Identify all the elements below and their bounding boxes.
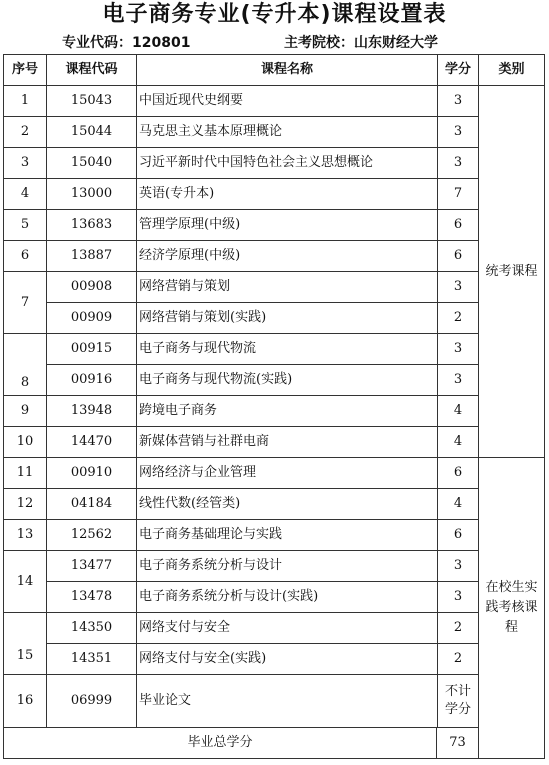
- seq-cell: 9: [4, 396, 47, 427]
- name-cell: 习近平新时代中国特色社会主义思想概论: [137, 148, 438, 179]
- code-cell: 14470: [47, 427, 137, 458]
- credit-cell: 3: [438, 582, 479, 613]
- seq-cell: 2: [4, 117, 47, 148]
- code-cell: 00908: [47, 272, 137, 303]
- header-credit: 学分: [438, 55, 479, 86]
- name-cell: 网络营销与策划: [137, 272, 438, 303]
- credit-cell: 3: [438, 86, 479, 117]
- credit-cell: 6: [438, 520, 479, 551]
- code-cell: 15044: [47, 117, 137, 148]
- table-row: [4, 86, 545, 117]
- code-cell: 00915: [47, 334, 137, 365]
- name-cell: 电子商务系统分析与设计(实践): [137, 582, 438, 613]
- code-cell: 14351: [47, 644, 137, 675]
- total-row: [4, 728, 545, 759]
- credit-cell: 3: [438, 334, 479, 365]
- table-row: [4, 551, 545, 582]
- table-row: [4, 272, 545, 303]
- code-cell: 12562: [47, 520, 137, 551]
- name-cell: 中国近现代史纲要: [137, 86, 438, 117]
- credit-cell: 3: [438, 272, 479, 303]
- seq-cell: 8: [4, 334, 47, 396]
- name-cell: 经济学原理(中级): [137, 241, 438, 272]
- name-cell: 网络支付与安全(实践): [137, 644, 438, 675]
- credit-cell: 3: [438, 551, 479, 582]
- seq-cell: 7: [4, 272, 47, 334]
- name-cell: 网络经济与企业管理: [137, 458, 438, 489]
- name-cell: 电子商务基础理论与实践: [137, 520, 438, 551]
- header-seq: 序号: [4, 55, 47, 86]
- credit-cell: 6: [438, 210, 479, 241]
- code-cell: 15043: [47, 86, 137, 117]
- table-row: [4, 582, 545, 613]
- credit-cell: 6: [438, 458, 479, 489]
- table-row: [4, 334, 545, 365]
- code-cell: 15040: [47, 148, 137, 179]
- table-row: [4, 210, 545, 241]
- seq-cell: 10: [4, 427, 47, 458]
- name-cell: 管理学原理(中级): [137, 210, 438, 241]
- table-row: [4, 241, 545, 272]
- credit-cell: 2: [438, 613, 479, 644]
- name-cell: 线性代数(经管类): [137, 489, 438, 520]
- name-cell: 电子商务与现代物流(实践): [137, 365, 438, 396]
- code-cell: 14350: [47, 613, 137, 644]
- course-table: [3, 54, 545, 759]
- header-name: 课程名称: [137, 55, 438, 86]
- credit-cell: 3: [438, 148, 479, 179]
- subtitle-line: [0, 33, 549, 53]
- name-cell: 电子商务系统分析与设计: [137, 551, 438, 582]
- name-cell: 跨境电子商务: [137, 396, 438, 427]
- code-cell: 13683: [47, 210, 137, 241]
- seq-cell: 14: [4, 551, 47, 613]
- table-header-row: [4, 55, 545, 86]
- table-row: [4, 613, 545, 644]
- page-title: 电子商务专业(专升本)课程设置表: [102, 2, 447, 27]
- table-row: [4, 117, 545, 148]
- credit-cell: 7: [438, 179, 479, 210]
- seq-cell: 15: [4, 613, 47, 675]
- name-cell: 电子商务与现代物流: [137, 334, 438, 365]
- credit-cell: 4: [438, 489, 479, 520]
- table-row: [4, 675, 545, 728]
- name-cell: 新媒体营销与社群电商: [137, 427, 438, 458]
- name-cell: 毕业论文: [137, 675, 438, 728]
- seq-cell: 13: [4, 520, 47, 551]
- code-cell: 00916: [47, 365, 137, 396]
- seq-cell: 12: [4, 489, 47, 520]
- exam-school: 主考院校：山东财经大学: [284, 35, 438, 51]
- code-cell: 13948: [47, 396, 137, 427]
- credit-cell: 2: [438, 644, 479, 675]
- credit-cell: 3: [438, 365, 479, 396]
- table-row: [4, 644, 545, 675]
- table-row: [4, 427, 545, 458]
- table-row: [4, 396, 545, 427]
- seq-cell: 3: [4, 148, 47, 179]
- code-cell: 13478: [47, 582, 137, 613]
- seq-cell: 5: [4, 210, 47, 241]
- seq-cell: 4: [4, 179, 47, 210]
- seq-cell: 6: [4, 241, 47, 272]
- table-row: [4, 148, 545, 179]
- table-row: [4, 458, 545, 489]
- name-cell: 网络支付与安全: [137, 613, 438, 644]
- category-cell-unified: 统考课程: [479, 86, 545, 458]
- credit-cell: 4: [438, 396, 479, 427]
- credit-cell: 3: [438, 117, 479, 148]
- credit-cell: 4: [438, 427, 479, 458]
- header-category: 类别: [479, 55, 545, 86]
- total-row-container: [4, 728, 479, 759]
- code-cell: 06999: [47, 675, 137, 728]
- table-row: [4, 489, 545, 520]
- code-cell: 13477: [47, 551, 137, 582]
- credit-cell: 6: [438, 241, 479, 272]
- category-cell-practice: 在校生实践考核课程: [479, 458, 545, 759]
- name-cell: 网络营销与策划(实践): [137, 303, 438, 334]
- code-cell: 00909: [47, 303, 137, 334]
- code-cell: 13000: [47, 179, 137, 210]
- total-label: 毕业总学分: [187, 735, 253, 750]
- code-cell: 04184: [47, 489, 137, 520]
- code-cell: 13887: [47, 241, 137, 272]
- table-row: [4, 520, 545, 551]
- table-row: [4, 179, 545, 210]
- total-value: 73: [436, 728, 478, 758]
- name-cell: 英语(专升本): [137, 179, 438, 210]
- code-cell: 00910: [47, 458, 137, 489]
- major-code: 专业代码：120801: [62, 35, 191, 51]
- table-row: [4, 303, 545, 334]
- credit-cell: 不计学分: [438, 675, 479, 728]
- seq-cell: 11: [4, 458, 47, 489]
- seq-cell: 1: [4, 86, 47, 117]
- seq-cell: 16: [4, 675, 47, 728]
- header-code: 课程代码: [47, 55, 137, 86]
- table-row: [4, 365, 545, 396]
- credit-cell: 2: [438, 303, 479, 334]
- name-cell: 马克思主义基本原理概论: [137, 117, 438, 148]
